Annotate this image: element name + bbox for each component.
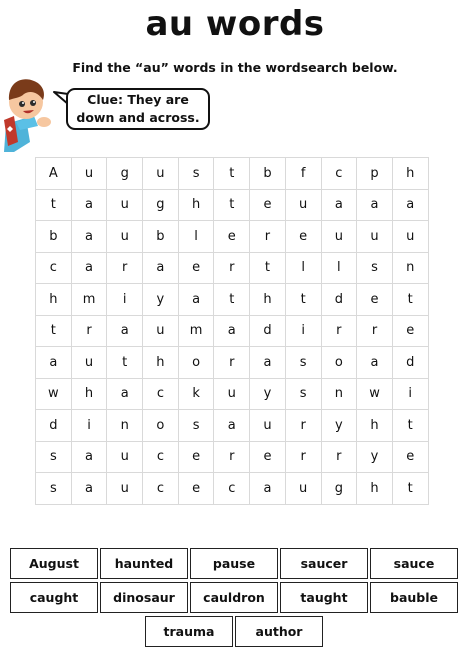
- grid-cell[interactable]: g: [107, 158, 143, 190]
- grid-cell[interactable]: u: [71, 347, 107, 379]
- grid-cell[interactable]: l: [285, 252, 321, 284]
- grid-cell[interactable]: i: [285, 315, 321, 347]
- grid-cell[interactable]: d: [392, 347, 428, 379]
- clue-line-1: Clue: They are: [87, 92, 189, 107]
- word-bank-item: trauma: [145, 616, 233, 647]
- grid-cell[interactable]: t: [214, 284, 250, 316]
- grid-cell[interactable]: u: [71, 158, 107, 190]
- word-bank-row-2: [10, 582, 458, 613]
- grid-cell[interactable]: r: [214, 347, 250, 379]
- grid-cell[interactable]: y: [143, 284, 179, 316]
- word-bank-row-1: [10, 548, 458, 579]
- grid-cell[interactable]: a: [71, 473, 107, 505]
- grid-cell[interactable]: t: [36, 189, 72, 221]
- grid-cell[interactable]: r: [321, 441, 357, 473]
- page-title: au words: [145, 4, 325, 44]
- grid-cell[interactable]: c: [36, 252, 72, 284]
- grid-cell[interactable]: d: [321, 284, 357, 316]
- grid-cell[interactable]: t: [392, 473, 428, 505]
- grid-cell[interactable]: c: [214, 473, 250, 505]
- grid-cell[interactable]: e: [357, 284, 393, 316]
- grid-cell[interactable]: t: [214, 158, 250, 190]
- grid-cell[interactable]: a: [250, 473, 286, 505]
- grid-cell[interactable]: a: [392, 189, 428, 221]
- grid-cell[interactable]: e: [178, 473, 214, 505]
- word-bank-item: bauble: [370, 582, 458, 613]
- grid-cell[interactable]: c: [143, 441, 179, 473]
- word-bank-item: haunted: [100, 548, 188, 579]
- grid-row: [36, 347, 429, 379]
- wordsearch-grid: [35, 157, 429, 505]
- grid-cell[interactable]: h: [143, 347, 179, 379]
- grid-cell[interactable]: o: [321, 347, 357, 379]
- grid-cell[interactable]: s: [285, 378, 321, 410]
- grid-cell[interactable]: u: [285, 473, 321, 505]
- grid-cell[interactable]: h: [357, 410, 393, 442]
- grid-cell[interactable]: a: [71, 189, 107, 221]
- grid-row: [36, 221, 429, 253]
- grid-cell[interactable]: a: [250, 347, 286, 379]
- word-bank-item: author: [235, 616, 323, 647]
- grid-cell[interactable]: e: [178, 441, 214, 473]
- grid-cell[interactable]: f: [285, 158, 321, 190]
- grid-cell[interactable]: r: [285, 410, 321, 442]
- grid-cell[interactable]: a: [178, 284, 214, 316]
- grid-cell[interactable]: r: [321, 315, 357, 347]
- grid-cell[interactable]: y: [357, 441, 393, 473]
- grid-cell[interactable]: s: [178, 158, 214, 190]
- grid-cell[interactable]: b: [143, 221, 179, 253]
- grid-cell[interactable]: t: [392, 410, 428, 442]
- grid-cell[interactable]: u: [357, 221, 393, 253]
- grid-cell[interactable]: c: [321, 158, 357, 190]
- instruction-text: Find the “au” words in the wordsearch below.: [72, 60, 398, 75]
- grid-cell[interactable]: a: [357, 189, 393, 221]
- grid-cell[interactable]: i: [392, 378, 428, 410]
- grid-cell[interactable]: u: [214, 378, 250, 410]
- grid-cell[interactable]: i: [71, 410, 107, 442]
- grid-cell[interactable]: h: [178, 189, 214, 221]
- grid-cell[interactable]: s: [285, 347, 321, 379]
- grid-cell[interactable]: d: [36, 410, 72, 442]
- grid-cell[interactable]: n: [107, 410, 143, 442]
- grid-cell[interactable]: h: [392, 158, 428, 190]
- grid-cell[interactable]: h: [71, 378, 107, 410]
- grid-cell[interactable]: u: [143, 158, 179, 190]
- grid-cell[interactable]: a: [36, 347, 72, 379]
- grid-cell[interactable]: e: [250, 441, 286, 473]
- grid-cell[interactable]: u: [107, 473, 143, 505]
- grid-cell[interactable]: a: [321, 189, 357, 221]
- word-bank-row-3: [145, 616, 323, 647]
- grid-cell[interactable]: o: [143, 410, 179, 442]
- word-bank-item: saucer: [280, 548, 368, 579]
- grid-row: [36, 189, 429, 221]
- grid-cell[interactable]: g: [321, 473, 357, 505]
- grid-cell[interactable]: e: [392, 315, 428, 347]
- grid-row: [36, 441, 429, 473]
- grid-cell[interactable]: u: [250, 410, 286, 442]
- grid-cell[interactable]: n: [321, 378, 357, 410]
- grid-cell[interactable]: r: [250, 221, 286, 253]
- grid-row: [36, 158, 429, 190]
- grid-cell[interactable]: h: [250, 284, 286, 316]
- grid-cell[interactable]: e: [214, 221, 250, 253]
- grid-cell[interactable]: h: [357, 473, 393, 505]
- grid-cell[interactable]: r: [71, 315, 107, 347]
- grid-cell[interactable]: g: [143, 189, 179, 221]
- grid-cell[interactable]: c: [143, 378, 179, 410]
- grid-cell[interactable]: r: [107, 252, 143, 284]
- grid-cell[interactable]: t: [107, 347, 143, 379]
- grid-cell[interactable]: u: [392, 221, 428, 253]
- grid-cell[interactable]: k: [178, 378, 214, 410]
- grid-cell[interactable]: t: [285, 284, 321, 316]
- grid-cell[interactable]: e: [285, 221, 321, 253]
- grid-cell[interactable]: b: [36, 221, 72, 253]
- grid-cell[interactable]: p: [357, 158, 393, 190]
- word-bank-item: August: [10, 548, 98, 579]
- grid-cell[interactable]: t: [214, 189, 250, 221]
- clue-line-2: down and across.: [76, 110, 200, 125]
- word-bank-item: pause: [190, 548, 278, 579]
- grid-cell[interactable]: m: [71, 284, 107, 316]
- grid-cell[interactable]: s: [36, 441, 72, 473]
- grid-cell[interactable]: a: [143, 252, 179, 284]
- word-bank-item: dinosaur: [100, 582, 188, 613]
- grid-row: [36, 378, 429, 410]
- grid-row: [36, 315, 429, 347]
- grid-cell[interactable]: u: [285, 189, 321, 221]
- grid-cell[interactable]: a: [107, 315, 143, 347]
- grid-cell[interactable]: u: [107, 189, 143, 221]
- grid-cell[interactable]: t: [250, 252, 286, 284]
- grid-cell[interactable]: a: [71, 252, 107, 284]
- grid-cell[interactable]: o: [178, 347, 214, 379]
- grid-row: [36, 252, 429, 284]
- grid-cell[interactable]: e: [250, 189, 286, 221]
- grid-cell[interactable]: r: [214, 441, 250, 473]
- grid-cell[interactable]: y: [250, 378, 286, 410]
- grid-cell[interactable]: e: [178, 252, 214, 284]
- grid-cell[interactable]: s: [357, 252, 393, 284]
- word-bank-item: caught: [10, 582, 98, 613]
- grid-cell[interactable]: e: [392, 441, 428, 473]
- grid-row: [36, 284, 429, 316]
- grid-cell[interactable]: A: [36, 158, 72, 190]
- grid-cell[interactable]: m: [178, 315, 214, 347]
- grid-cell[interactable]: u: [107, 221, 143, 253]
- grid-cell[interactable]: a: [357, 347, 393, 379]
- grid-row: [36, 473, 429, 505]
- grid-cell[interactable]: a: [71, 441, 107, 473]
- grid-cell[interactable]: d: [250, 315, 286, 347]
- grid-cell[interactable]: i: [107, 284, 143, 316]
- grid-cell[interactable]: r: [357, 315, 393, 347]
- grid-cell[interactable]: t: [392, 284, 428, 316]
- grid-cell[interactable]: w: [357, 378, 393, 410]
- grid-cell[interactable]: u: [143, 315, 179, 347]
- grid-cell[interactable]: s: [178, 410, 214, 442]
- grid-cell[interactable]: r: [285, 441, 321, 473]
- word-bank-item: sauce: [370, 548, 458, 579]
- grid-cell[interactable]: a: [107, 378, 143, 410]
- kid-illustration: [0, 72, 62, 152]
- grid-cell[interactable]: a: [214, 315, 250, 347]
- grid-cell[interactable]: u: [107, 441, 143, 473]
- grid-cell[interactable]: r: [214, 252, 250, 284]
- grid-cell[interactable]: u: [321, 221, 357, 253]
- grid-cell[interactable]: h: [36, 284, 72, 316]
- grid-cell[interactable]: b: [250, 158, 286, 190]
- grid-cell[interactable]: l: [321, 252, 357, 284]
- grid-cell[interactable]: s: [36, 473, 72, 505]
- grid-cell[interactable]: n: [392, 252, 428, 284]
- word-bank-item: taught: [280, 582, 368, 613]
- grid-cell[interactable]: l: [178, 221, 214, 253]
- grid-cell[interactable]: a: [71, 221, 107, 253]
- grid-cell[interactable]: w: [36, 378, 72, 410]
- grid-cell[interactable]: a: [214, 410, 250, 442]
- grid-cell[interactable]: c: [143, 473, 179, 505]
- grid-cell[interactable]: y: [321, 410, 357, 442]
- grid-row: [36, 410, 429, 442]
- word-bank-item: cauldron: [190, 582, 278, 613]
- grid-cell[interactable]: t: [36, 315, 72, 347]
- clue-speech-bubble: [66, 88, 210, 130]
